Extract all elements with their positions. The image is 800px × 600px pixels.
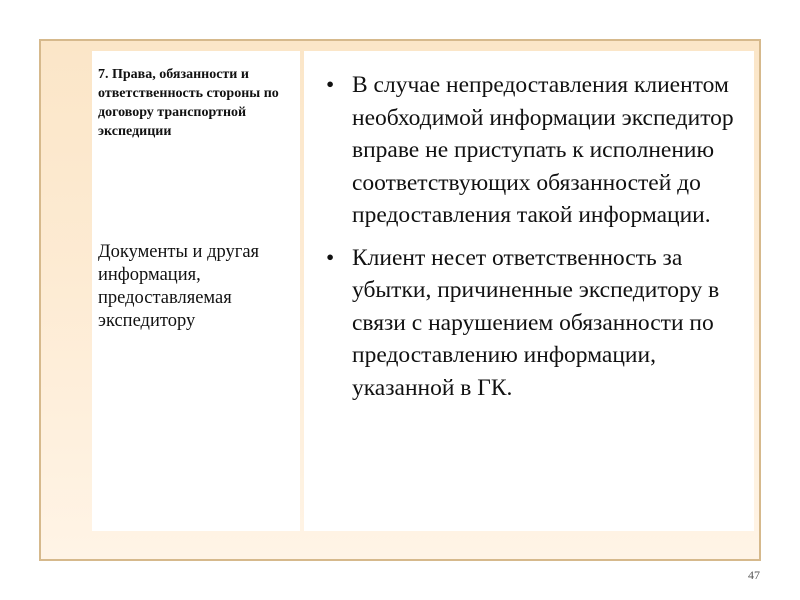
bullet-text: Клиент несет ответственность за убытки, причиненные экспедитору в связи с нарушением обязанности по предоставлению информации, указанной в ГК. — [352, 244, 720, 401]
bullet-marker: • — [326, 72, 335, 98]
bullet-list — [326, 69, 756, 414]
bullet-marker: • — [326, 244, 335, 271]
bullet-text: В случае непредоставления клиентом необходимой информации экспедитор вправе не приступать к исполнению соответствующих обязанностей до предоставления такой информации. — [352, 72, 734, 228]
bullet-item — [326, 242, 756, 405]
slide-frame — [39, 39, 761, 561]
section-subtitle: Документы и другая информация, предоставляемая экспедитору — [98, 242, 260, 331]
right-panel — [304, 51, 754, 531]
page-number: 47 — [748, 568, 760, 582]
left-panel — [92, 51, 300, 531]
section-heading: 7. Права, обязанности и ответственность стороны по договору транспортной экспедиции — [98, 67, 279, 139]
bullet-item — [326, 69, 756, 232]
